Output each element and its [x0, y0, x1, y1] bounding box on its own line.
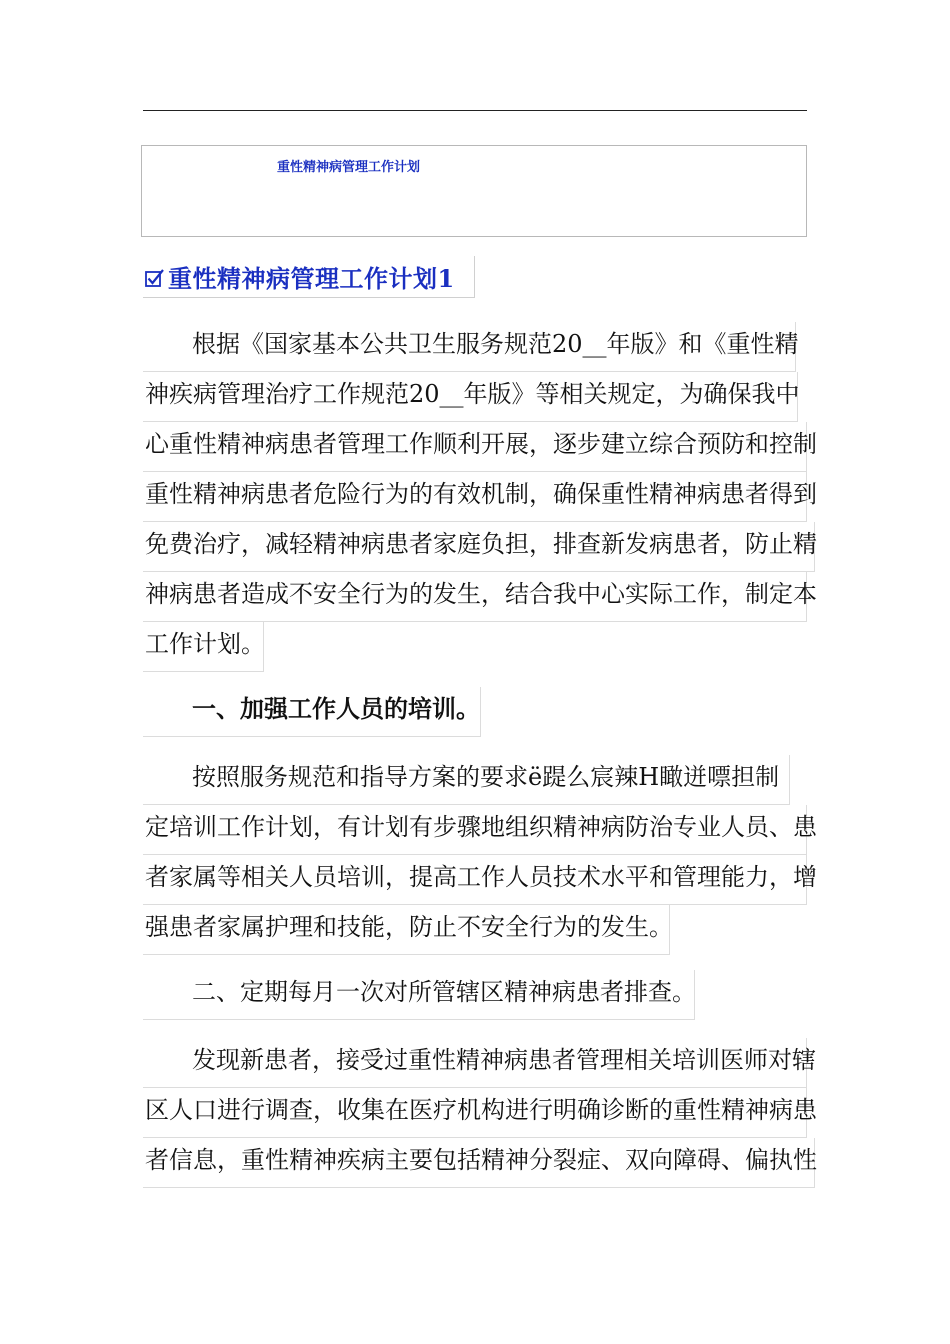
section-heading: 一、加强工作人员的培训。: [143, 687, 481, 737]
checkbox-check-icon: [145, 268, 165, 288]
paragraph-line: 免费治疗，减轻精神病患者家庭负担，排查新发病患者，防止精: [143, 522, 815, 572]
paragraph-line: 者信息，重性精神疾病主要包括精神分裂症、双向障碍、偏执性: [143, 1138, 815, 1188]
paragraph-line: 神疾病管理治疗工作规范20__年版》等相关规定，为确保我中: [143, 372, 798, 422]
paragraph-line: 神病患者造成不安全行为的发生，结合我中心实际工作，制定本: [143, 572, 807, 622]
top-rule: [143, 110, 807, 111]
paragraph-line: 定培训工作计划，有计划有步骤地组织精神病防治专业人员、患: [143, 805, 807, 855]
paragraph-line: 心重性精神病患者管理工作顺利开展，逐步建立综合预防和控制: [143, 422, 807, 472]
section-heading: 二、定期每月一次对所管辖区精神病患者排查。: [143, 970, 695, 1020]
paragraph-line: 区人口进行调查，收集在医疗机构进行明确诊断的重性精神病患: [143, 1088, 807, 1138]
paragraph-line: 按照服务规范和指导方案的要求ё踶么宸辣Н瞰迸嘌担制: [143, 755, 790, 805]
paragraph-line: 根据《国家基本公共卫生服务规范20__年版》和《重性精: [143, 322, 796, 372]
header-title: 重性精神病管理工作计划: [277, 160, 421, 175]
paragraph-line: 重性精神病患者危险行为的有效机制，确保重性精神病患者得到: [143, 472, 807, 522]
paragraph-line: 者家属等相关人员培训，提高工作人员技术水平和管理能力，增: [143, 855, 807, 905]
document-heading-text: 重性精神病管理工作计划1: [168, 264, 455, 293]
paragraph-line: 工作计划。: [143, 622, 264, 672]
document-heading: [143, 256, 475, 298]
paragraph-line: 发现新患者，接受过重性精神病患者管理相关培训医师对辖: [143, 1038, 807, 1088]
paragraph-line: 强患者家属护理和技能，防止不安全行为的发生。: [143, 905, 670, 955]
header-box: [141, 145, 807, 237]
